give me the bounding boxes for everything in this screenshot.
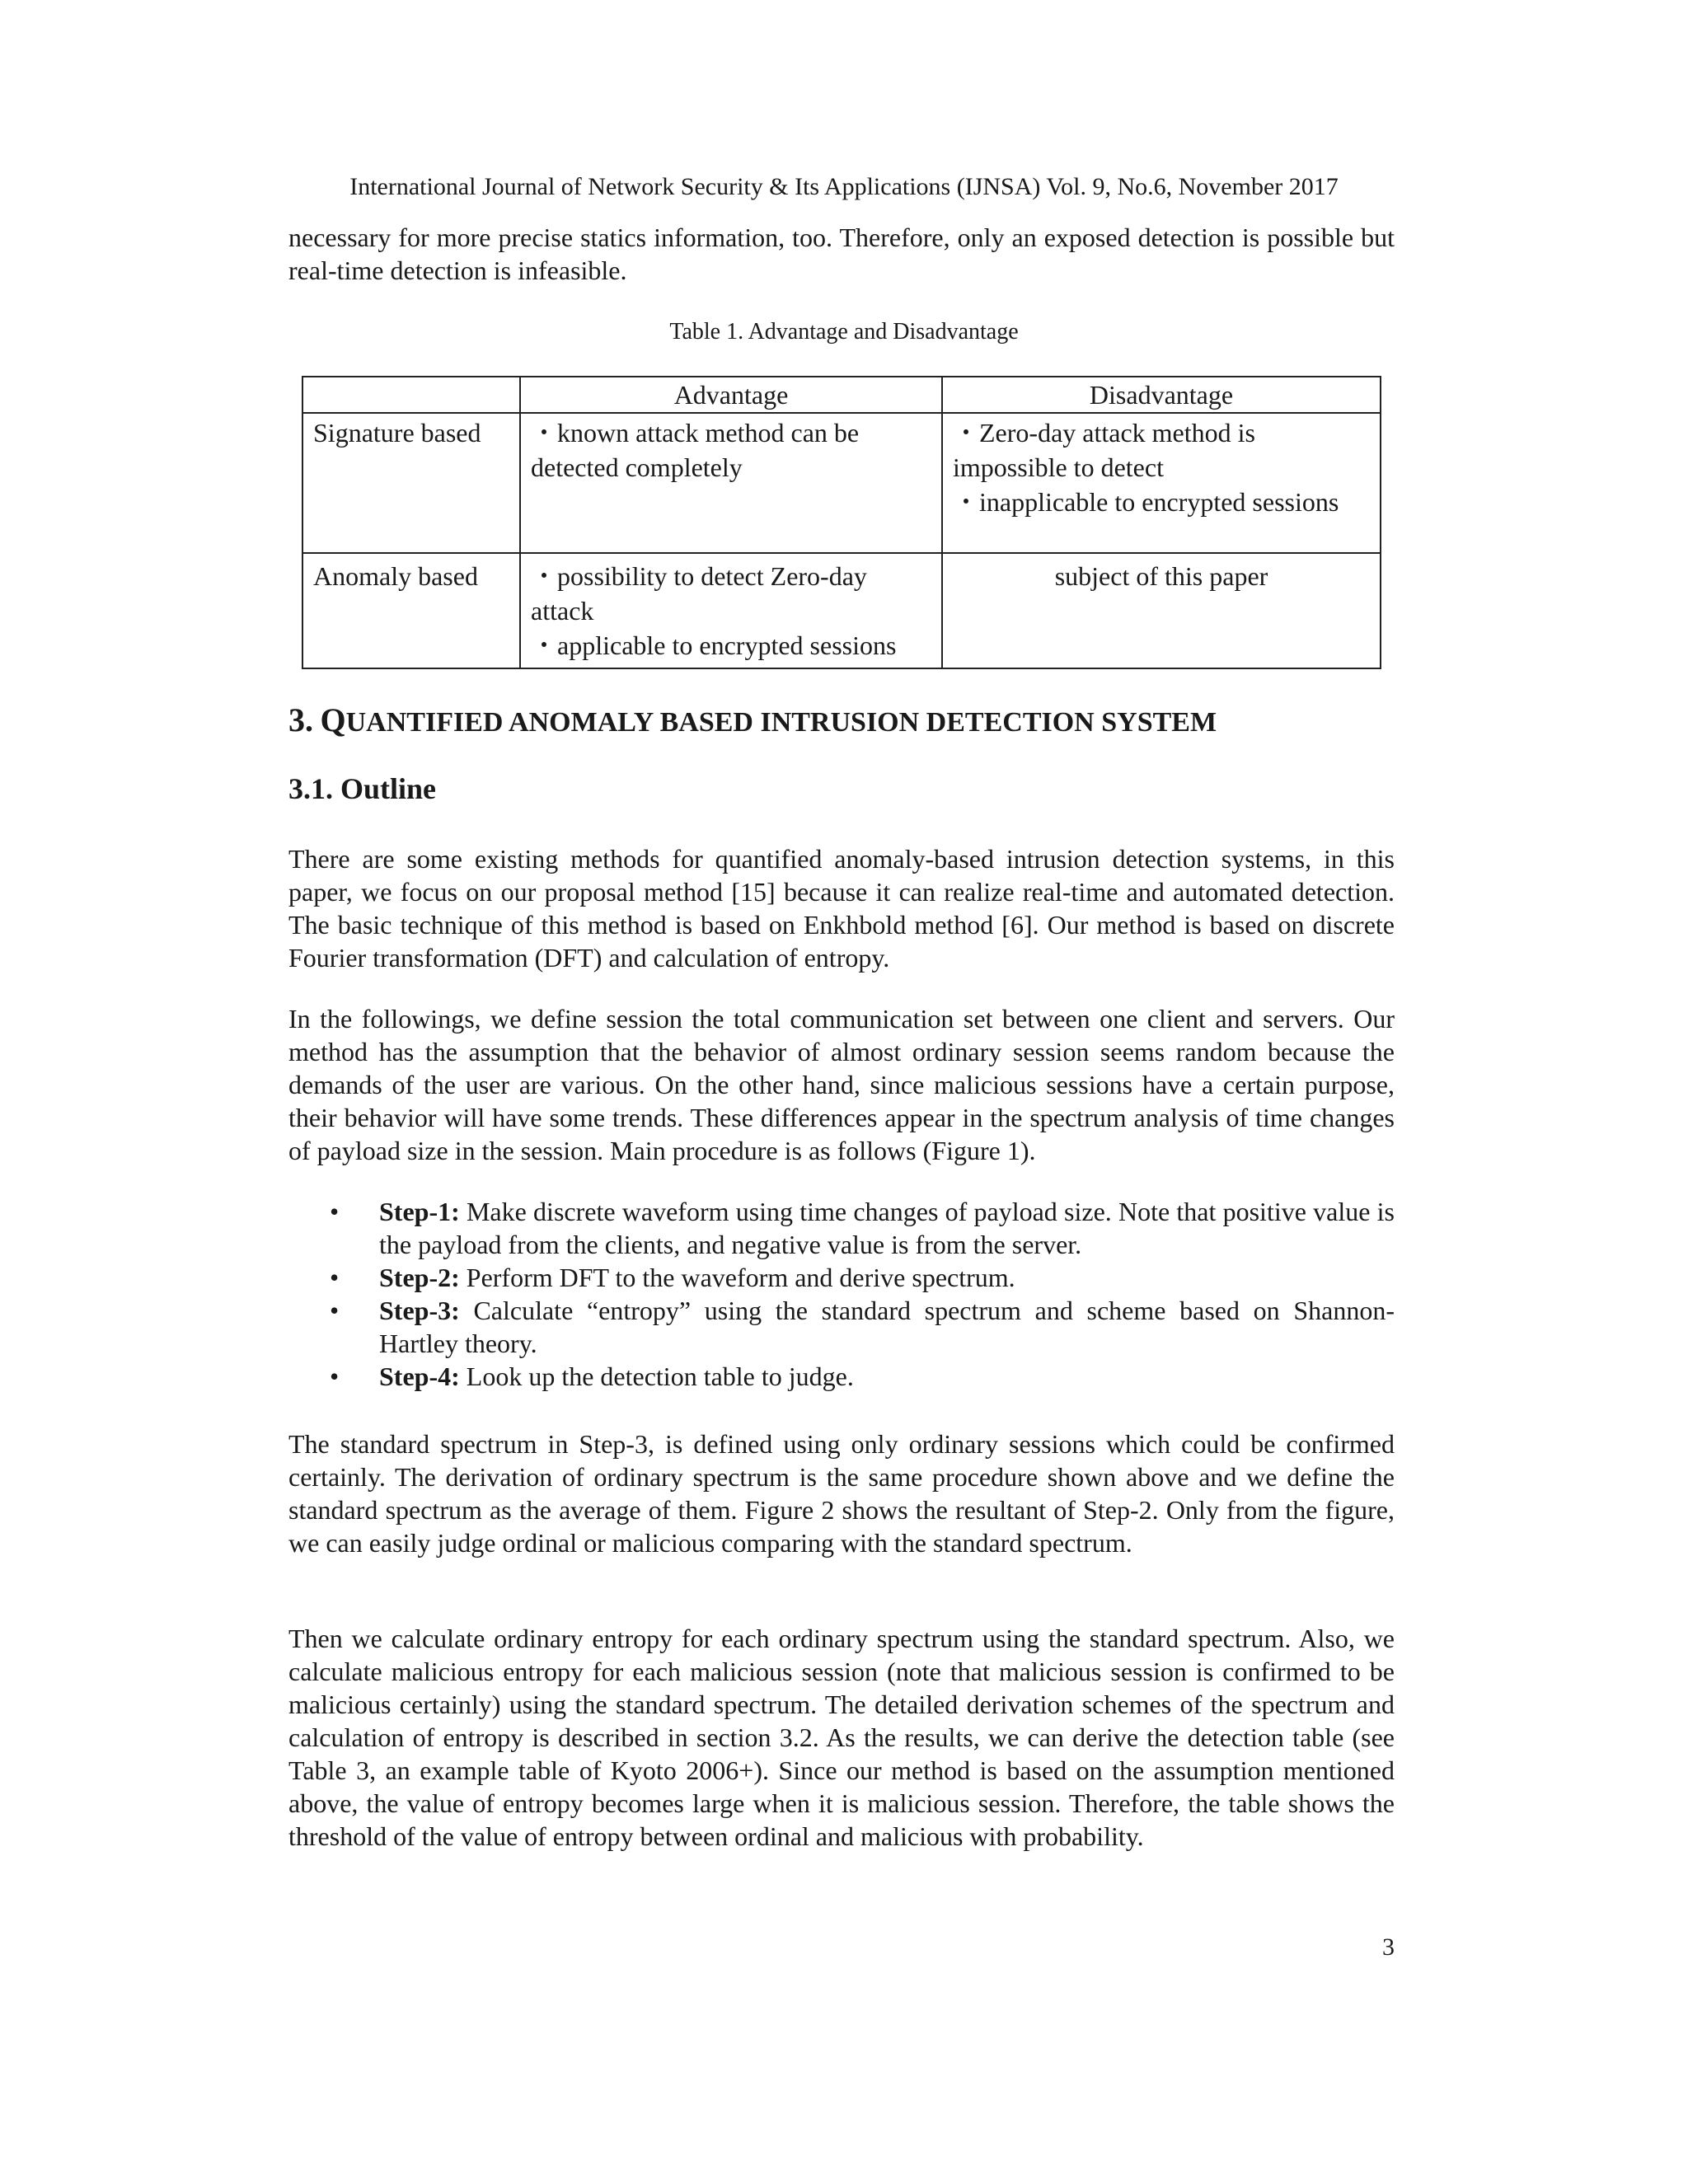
section-number: 3. <box>288 701 313 738</box>
body-paragraph: Then we calculate ordinary entropy for each ordinary spectrum using the standard spectrum. Also, we calculate malicious entropy for each malicious session (note that malicious session is confirmed to be malicious certainly) using the standard spectrum. The detailed derivation schemes of the spectrum and calculation of entropy is described in section 3.2. As the results, we can derive the detection table (see Table 3, an example table of Kyoto 2006+). Since our method is based on the assumption mentioned above, the value of entropy becomes large when it is malicious session. Therefore, the table shows the threshold of the value of entropy between ordinal and malicious with probability. <box>288 1624 1395 1851</box>
advantage-cell <box>520 413 942 553</box>
intro-paragraph: necessary for more precise statics information, too. Therefore, only an exposed detection is possible but real-time detection is infeasible. <box>288 223 1395 285</box>
list-item <box>330 1294 1395 1360</box>
bullet-icon: • <box>330 1296 340 1325</box>
table-header-disadvantage: Disadvantage <box>942 377 1381 413</box>
bullet-icon: • <box>330 1263 340 1292</box>
body-paragraph: There are some existing methods for quantified anomaly-based intrusion detection systems, in this paper, we focus on our proposal method [15] because it can realize real-time and automated detection. The basic technique of this method is based on Enkhbold method [6]. Our method is based on discrete Fourier transformation (DFT) and calculation of entropy. <box>288 844 1395 972</box>
step-label: Step-1: <box>379 1197 460 1226</box>
bullet-icon: • <box>330 1361 340 1391</box>
section-title-rest: UANTIFIED ANOMALY BASED INTRUSION DETECTION SYSTEM <box>345 707 1217 738</box>
table-header-advantage: Advantage <box>520 377 942 413</box>
step-label: Step-4: <box>379 1361 460 1391</box>
list-item: ・known attack method can be detected completely <box>531 418 860 482</box>
table-row <box>302 553 1381 668</box>
step-text: Make discrete waveform using time changes of payload size. Note that positive value is the payload from the clients, and negative value is from the server. <box>379 1197 1395 1259</box>
advantage-table <box>302 376 1381 669</box>
subsection-heading: 3.1. Outline <box>288 772 437 805</box>
step-text: Look up the detection table to judge. <box>459 1361 854 1391</box>
step-text: Perform DFT to the waveform and derive spectrum. <box>459 1263 1015 1292</box>
step-label: Step-3: <box>379 1296 460 1325</box>
list-item <box>330 1195 1395 1261</box>
section-title-initial: Q <box>320 701 346 738</box>
page-number: 3 <box>1382 1933 1395 1961</box>
step-text: Calculate “entropy” using the standard spectrum and scheme based on Shannon-Hartley theory. <box>379 1296 1395 1358</box>
bullet-icon: • <box>330 1197 340 1226</box>
disadvantage-cell <box>942 413 1381 553</box>
row-label: Anomaly based <box>302 553 520 668</box>
table-header-row <box>302 377 1381 413</box>
list-item: ・possibility to detect Zero-day attack <box>531 561 867 626</box>
step-label: Step-2: <box>379 1263 460 1292</box>
steps-list <box>330 1195 1395 1393</box>
advantage-cell <box>520 553 942 668</box>
table-header-empty <box>302 377 520 413</box>
list-item <box>330 1360 1395 1393</box>
body-paragraph: The standard spectrum in Step-3, is defined using only ordinary sessions which could be confirmed certainly. The derivation of ordinary spectrum is the same procedure shown above and we define the standard spectrum as the average of them. Figure 2 shows the resultant of Step-2. Only from the figure, we can easily judge ordinal or malicious comparing with the standard spectrum. <box>288 1429 1395 1558</box>
section-heading <box>288 701 1217 739</box>
table-row <box>302 413 1381 553</box>
disadvantage-cell <box>942 553 1381 668</box>
table-caption: Table 1. Advantage and Disadvantage <box>669 319 1019 344</box>
subject-note: subject of this paper <box>1054 561 1268 591</box>
running-header: International Journal of Network Security & Its Applications (IJNSA) Vol. 9, No.6, November 2017 <box>349 173 1339 200</box>
list-item: ・applicable to encrypted sessions <box>531 630 897 660</box>
list-item <box>330 1261 1395 1294</box>
list-item: ・Zero-day attack method is impossible to detect <box>953 418 1255 482</box>
row-label: Signature based <box>302 413 520 553</box>
list-item: ・inapplicable to encrypted sessions <box>953 487 1339 517</box>
body-paragraph: In the followings, we define session the total communication set between one client and servers. Our method has the assumption that the behavior of almost ordinary session seems random because the demands of the user are various. On the other hand, since malicious sessions have a certain purpose, their behavior will have some trends. These differences appear in the spectrum analysis of time changes of payload size in the session. Main procedure is as follows (Figure 1). <box>288 1004 1395 1165</box>
